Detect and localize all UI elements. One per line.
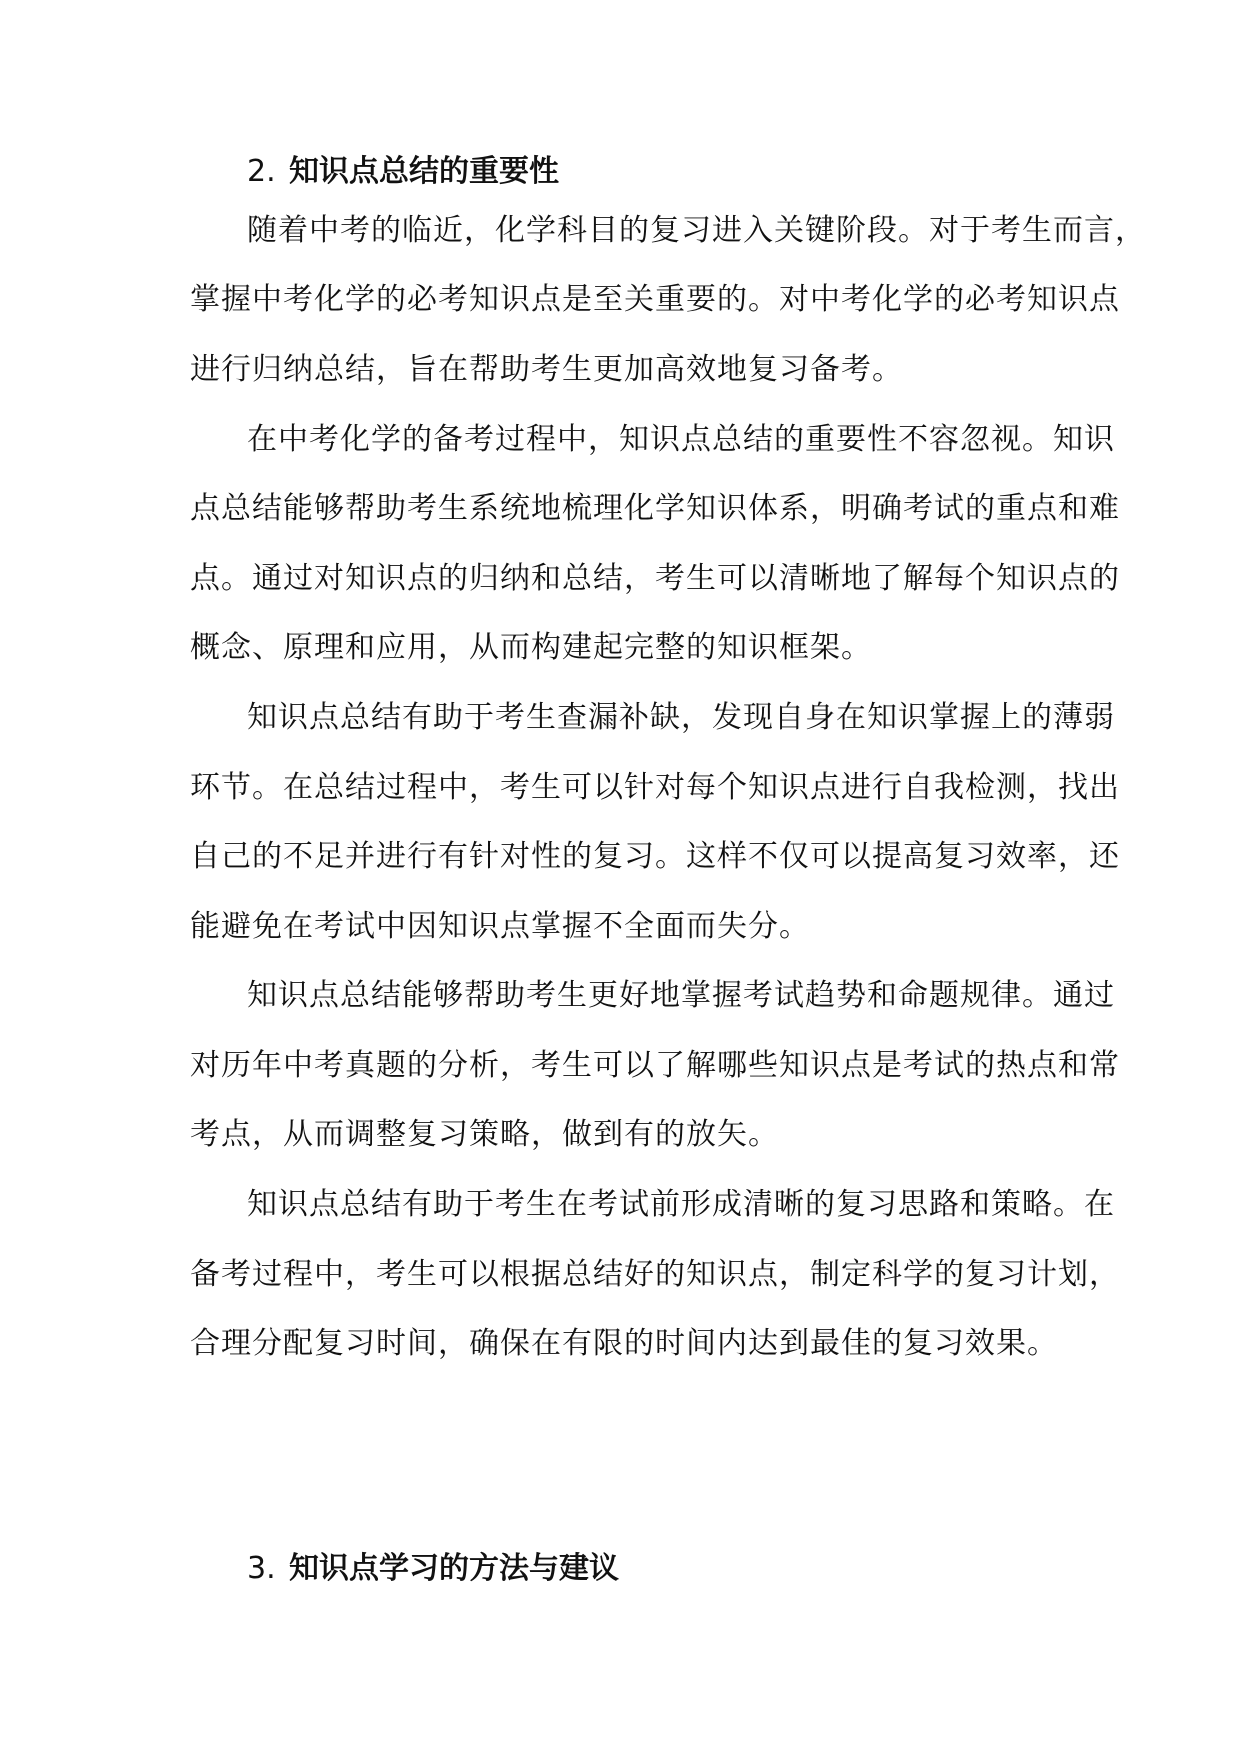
- paragraph-line: 知识点总结能够帮助考生更好地掌握考试趋势和命题规律。通过: [247, 978, 1115, 1013]
- section-heading-2: [247, 152, 559, 192]
- paragraph-line: 在中考化学的备考过程中，知识点总结的重要性不容忽视。知识: [247, 422, 1115, 457]
- section-title: 知识点总结的重要性: [289, 154, 559, 189]
- paragraph-line: 知识点总结有助于考生在考试前形成清晰的复习思路和策略。在: [247, 1187, 1115, 1222]
- section-heading-3: [247, 1549, 619, 1589]
- paragraph-line: 概念、原理和应用，从而构建起完整的知识框架。: [190, 630, 872, 665]
- paragraph-line: 自己的不足并进行有针对性的复习。这样不仅可以提高复习效率，还: [190, 839, 1120, 874]
- paragraph-line: 知识点总结有助于考生查漏补缺，发现自身在知识掌握上的薄弱: [247, 700, 1115, 735]
- section-number: 2.: [247, 154, 276, 189]
- paragraph-line: 点。通过对知识点的归纳和总结，考生可以清晰地了解每个知识点的: [190, 561, 1120, 596]
- paragraph-line: 能避免在考试中因知识点掌握不全面而失分。: [190, 909, 810, 944]
- paragraph-line: 环节。在总结过程中，考生可以针对每个知识点进行自我检测，找出: [190, 770, 1120, 805]
- paragraph-line: 合理分配复习时间，确保在有限的时间内达到最佳的复习效果。: [190, 1326, 1058, 1361]
- section-number: 3.: [247, 1551, 276, 1586]
- paragraph-line: 对历年中考真题的分析，考生可以了解哪些知识点是考试的热点和常: [190, 1048, 1120, 1083]
- paragraph-line: 点总结能够帮助考生系统地梳理化学知识体系，明确考试的重点和难: [190, 491, 1120, 526]
- paragraph-line: 掌握中考化学的必考知识点是至关重要的。对中考化学的必考知识点: [190, 282, 1120, 317]
- paragraph-line: 随着中考的临近，化学科目的复习进入关键阶段。对于考生而言，: [247, 213, 1146, 248]
- paragraph-line: 进行归纳总结，旨在帮助考生更加高效地复习备考。: [190, 352, 903, 387]
- section-title: 知识点学习的方法与建议: [289, 1551, 619, 1586]
- paragraph-line: 备考过程中，考生可以根据总结好的知识点，制定科学的复习计划，: [190, 1257, 1120, 1292]
- paragraph-line: 考点，从而调整复习策略，做到有的放矢。: [190, 1117, 779, 1152]
